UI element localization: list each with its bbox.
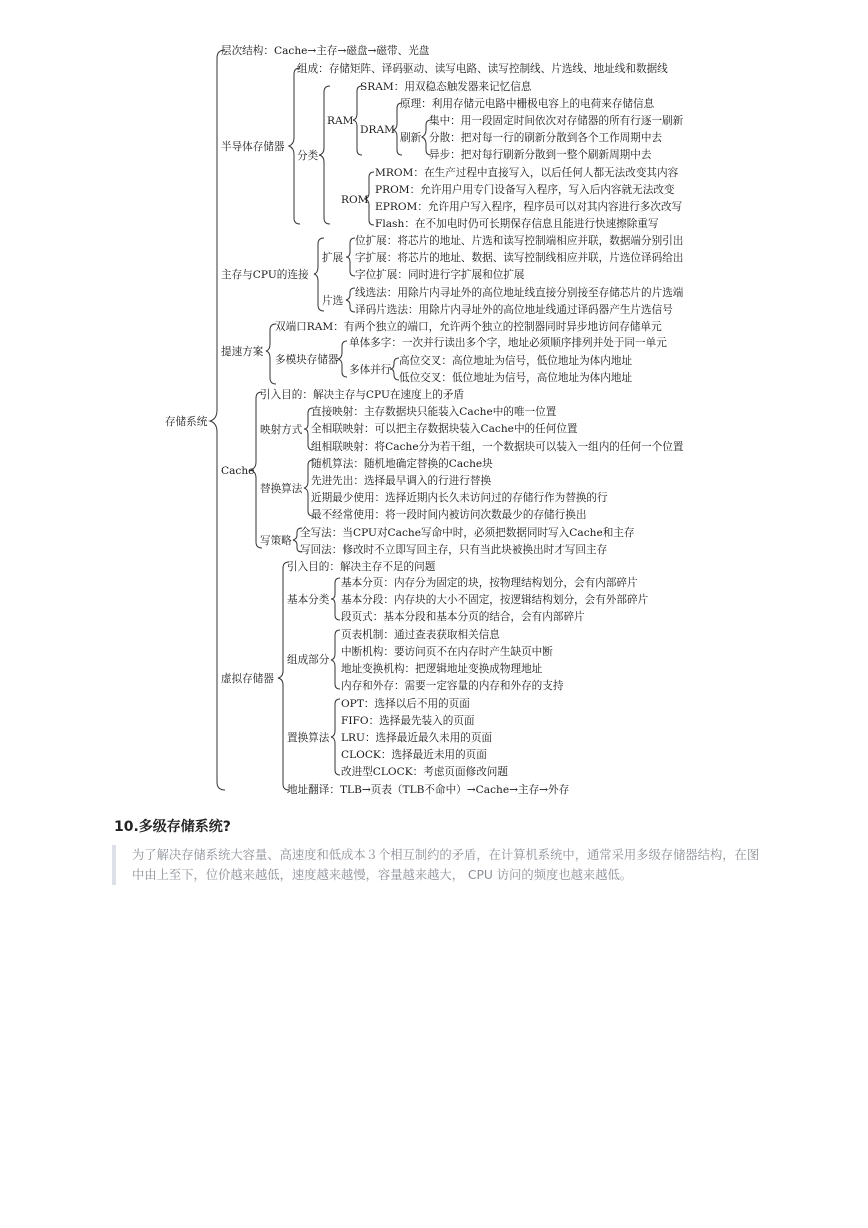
node-refresh-centralized: 集中：用一段固定时间依次对存储器的所有行逐一刷新: [429, 115, 684, 127]
node-mapping: 映射方式: [260, 424, 303, 436]
node-root: 存储系统: [165, 416, 208, 428]
bracket-chip-select: [346, 288, 355, 312]
node-lfu-cache: 最不经常使用：将一段时间内被访问次数最少的存储行换出: [311, 509, 587, 521]
bracket-multi-module: [338, 341, 347, 377]
node-high-interleave: 高位交叉：高位地址为信号，低位地址为体内地址: [399, 355, 633, 367]
node-low-interleave: 低位交叉：低位地址为信号，高位地址为体内地址: [399, 372, 633, 384]
node-interrupt: 中断机构：要访问页不在内存时产生缺页中断: [341, 646, 553, 658]
node-flash: Flash：在不加电时仍可长期保存信息且能进行快速擦除重写: [375, 218, 659, 230]
node-dram: DRAM: [360, 124, 395, 136]
node-replacement: 替换算法: [260, 483, 303, 495]
node-eprom: EPROM：允许用户写入程序，程序员可以对其内容进行多次改写: [375, 201, 683, 213]
bracket-expand: [346, 238, 355, 276]
node-bit-expansion: 位扩展：将芯片的地址、片选和读写控制端相应并联，数据端分别引出: [355, 235, 684, 247]
node-sram: SRAM：用双稳态触发器来记忆信息: [360, 81, 532, 93]
node-ram: RAM: [327, 115, 354, 127]
node-dual-port-ram: 双端口RAM：有两个独立的端口，允许两个独立的控制器同时异步地访问存储单元: [275, 321, 662, 333]
node-word-expansion: 字扩展：将芯片的地址、数据、读写控制线相应并联，片选位译码给出: [355, 252, 684, 264]
node-address-translation: 地址翻译：TLB→页表（TLB不命中）→Cache→主存→外存: [287, 784, 570, 796]
node-basic-paging: 基本分页：内存分为固定的块，按物理结构划分，会有内部碎片: [341, 577, 638, 589]
node-decode-select: 译码片选法：用除片内寻址外的高位地址线通过译码器产生片选信号: [355, 304, 673, 316]
node-basic-segmentation: 基本分段：内存块的大小不固定，按逻辑结构划分，会有外部碎片: [341, 594, 649, 606]
node-segmented-paging: 段页式：基本分段和基本分页的结合，会有内部碎片: [341, 611, 585, 623]
node-page-table: 页表机制：通过查表获取相关信息: [341, 629, 500, 641]
node-multi-module: 多模块存储器: [275, 354, 339, 366]
node-rom: ROM: [341, 194, 369, 206]
node-chip-select: 片选: [322, 295, 344, 307]
node-composition: 组成：存储矩阵、译码驱动、读写电路、读写控制线、片选线、地址线和数据线: [297, 63, 668, 75]
node-memory-storage: 内存和外存：需要一定容量的内存和外存的支持: [341, 680, 564, 692]
bracket-ram: [353, 86, 362, 155]
node-clock: CLOCK：选择最近未用的页面: [341, 749, 487, 761]
node-random: 随机算法：随机地确定替换的Cache块: [311, 458, 493, 470]
node-virtual-memory: 虚拟存储器: [221, 673, 274, 685]
bracket-fenlei: [319, 86, 330, 224]
node-address-translation-mech: 地址变换机构：把逻辑地址变换成物理地址: [341, 663, 543, 675]
node-cache: Cache: [221, 465, 255, 477]
bracket-components: [331, 630, 340, 689]
node-basic-class: 基本分类: [287, 594, 330, 606]
node-fifo: FIFO：选择最先装入的页面: [341, 715, 475, 727]
node-components: 组成部分: [287, 654, 330, 666]
node-single-multi-word: 单体多字：一次并行读出多个字，地址必须顺序排列并处于同一单元: [349, 337, 667, 349]
node-fifo-cache: 先进先出：选择最早调入的行进行替换: [311, 475, 492, 487]
node-page-replacement: 置换算法: [287, 732, 330, 744]
node-line-select: 线选法：用除片内寻址外的高位地址线直接分别接至存储芯片的片选端: [355, 287, 684, 299]
node-vm-purpose: 引入目的：解决主存不足的问题: [287, 561, 436, 573]
node-refresh-distributed: 分散：把对每一行的刷新分散到各个工作周期中去: [429, 132, 663, 144]
node-write-back: 写回法：修改时不立即写回主存，只有当此块被换出时才写回主存: [300, 544, 608, 556]
node-improved-clock: 改进型CLOCK：考虑页面修改问题: [341, 766, 508, 778]
node-opt: OPT：选择以后不用的页面: [341, 698, 470, 710]
node-set-associative: 组相联映射：将Cache分为若干组，一个数据块可以装入一组内的任何一个位置: [311, 441, 684, 453]
bracket-basic-class: [331, 578, 340, 620]
node-multi-bank: 多体并行: [349, 364, 392, 376]
blockquote-text: 为了解决存储系统大容量、高速度和低成本３个相互制约的矛盾，在计算机系统中，通常采用多级存储器结构，在图中由上至下，位价越来越低，速度越来越慢，容量越来越大， CPU 访问的频度也越来越低。: [132, 848, 760, 882]
bracket-semiconductor: [289, 68, 300, 224]
node-classification: 分类: [297, 150, 319, 162]
node-refresh: 刷新: [400, 132, 422, 144]
section-heading: 10.多级存储系统?: [114, 819, 231, 835]
node-refresh-async: 异步：把对每行刷新分散到一整个刷新周期中去: [429, 149, 652, 161]
node-prom: PROM：允许用户用专门设备写入程序，写入后内容就无法改变: [375, 184, 675, 196]
node-word-bit-expansion: 字位扩展：同时进行字扩展和位扩展: [355, 269, 525, 281]
node-lru-cache: 近期最少使用：选择近期内长久未访问过的存储行作为替换的行: [311, 492, 608, 504]
node-cpu-connection: 主存与CPU的连接: [221, 269, 309, 281]
node-fully-associative: 全相联映射：可以把主存数据块装入Cache中的任何位置: [311, 423, 578, 435]
blockquote: [112, 845, 762, 885]
node-dram-principle: 原理：利用存储元电路中栅极电容上的电荷来存储信息: [400, 98, 655, 110]
node-speedup: 提速方案: [221, 346, 264, 358]
node-lru: LRU：选择最近最久未用的页面: [341, 732, 493, 744]
node-mrom: MROM：在生产过程中直接写入，以后任何人都无法改变其内容: [375, 167, 679, 179]
node-write-policy: 写策略: [260, 535, 292, 547]
node-cache-purpose: 引入目的：解决主存与CPU在速度上的矛盾: [260, 389, 465, 401]
bracket-page-replacement: [331, 699, 340, 775]
node-expansion: 扩展: [322, 252, 344, 264]
node-semiconductor: 半导体存储器: [221, 141, 285, 153]
node-hierarchy: 层次结构：Cache→主存→磁盘→磁带、光盘: [221, 45, 430, 57]
node-write-through: 全写法：当CPU对Cache写命中时，必须把数据同时写入Cache和主存: [300, 527, 635, 539]
node-direct-mapping: 直接映射：主存数据块只能装入Cache中的唯一位置: [311, 406, 557, 418]
